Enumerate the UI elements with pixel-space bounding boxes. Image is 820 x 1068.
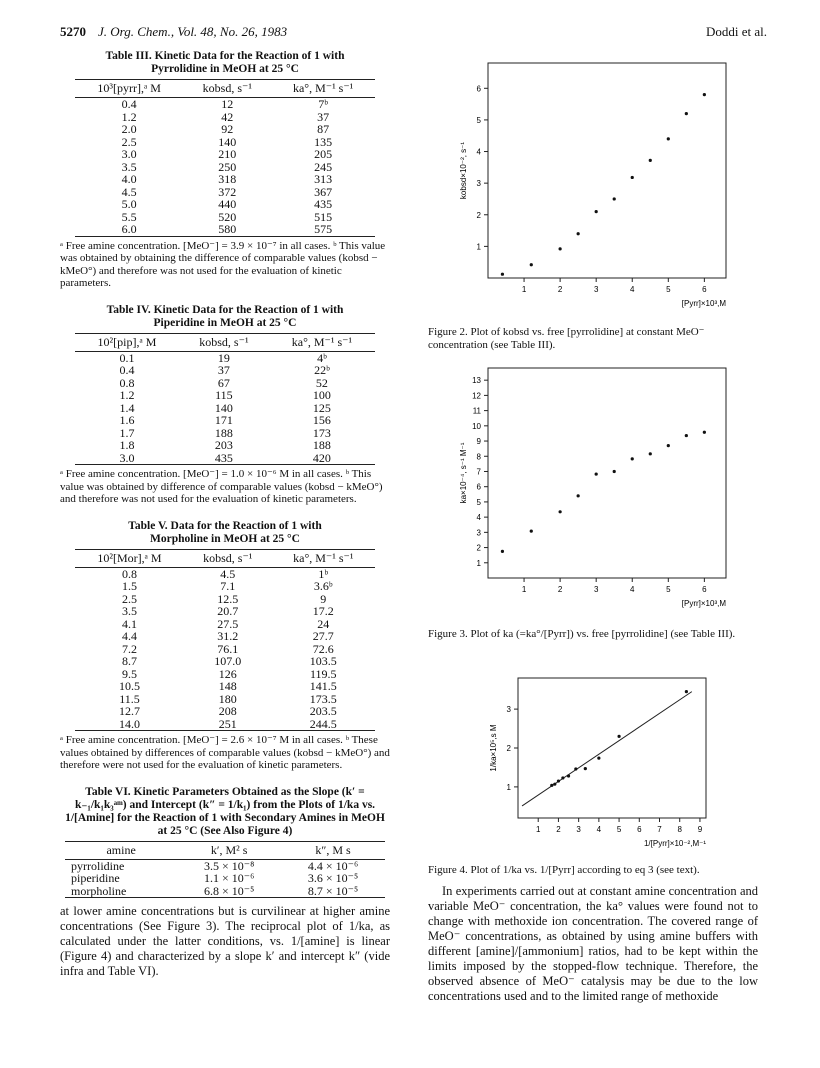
table3-caption: Table III. Kinetic Data for the Reaction of 1 with Pyrrolidine in MeOH at 25 °C bbox=[105, 50, 345, 75]
data-point bbox=[667, 137, 670, 140]
table-row bbox=[75, 680, 375, 693]
table-cell: 5.0 bbox=[121, 197, 137, 211]
x-tick-label: 4 bbox=[630, 285, 635, 294]
table-cell: 6.0 bbox=[75, 223, 183, 236]
table-cell: 420 bbox=[269, 452, 375, 465]
figure2-caption: Figure 2. Plot of kobsd vs. free [pyrrolidine] at constant MeO⁻ concentration (see Table III). bbox=[428, 326, 705, 351]
x-tick-label: 2 bbox=[557, 585, 563, 594]
table-cell: 22ᵇ bbox=[314, 363, 330, 377]
plot-frame bbox=[518, 678, 706, 818]
table4-footnote: ᵃ Free amine concentration. [MeO⁻] = 1.0 × 10⁻⁶ M in all cases. ᵇ This value was obtained by difference of comparable values (kobsd − kMeO°) and therefore was not used for the evaluation of kinetic parameters. bbox=[60, 468, 383, 505]
table-row bbox=[75, 148, 375, 161]
table-cell: 140 bbox=[218, 134, 237, 149]
data-point bbox=[685, 112, 688, 115]
table6-header: amine bbox=[65, 841, 177, 859]
data-point bbox=[613, 470, 616, 473]
table3 bbox=[60, 50, 390, 290]
y-tick-label: 7 bbox=[476, 467, 481, 477]
table-cell: 372 bbox=[218, 184, 237, 199]
table-cell: 318 bbox=[218, 172, 237, 186]
table-cell: 203.5 bbox=[309, 704, 337, 718]
data-point bbox=[649, 452, 652, 455]
table-cell: 6.8 × 10⁻⁵ bbox=[177, 885, 281, 898]
table-cell: 7.2 bbox=[121, 641, 137, 656]
table-cell: 2.0 bbox=[121, 122, 137, 136]
table-cell: 92 bbox=[221, 122, 234, 136]
table5-grid bbox=[75, 549, 375, 732]
table-cell: 250 bbox=[218, 159, 237, 174]
table-cell: 9.5 bbox=[121, 666, 137, 681]
table-cell: 20.7 bbox=[217, 604, 239, 618]
y-tick-label: 5 bbox=[476, 497, 481, 507]
table-cell: 4.5 bbox=[121, 184, 137, 199]
table-cell: 67 bbox=[217, 375, 230, 390]
table-cell: 37 bbox=[317, 109, 330, 124]
table-cell: 12 bbox=[221, 97, 234, 111]
table-cell: 0.4 bbox=[121, 97, 137, 111]
table4-header: 10²[pip],ᵃ M bbox=[75, 333, 179, 351]
table4-grid bbox=[75, 333, 375, 466]
data-point bbox=[613, 197, 616, 200]
table-cell: 1.4 bbox=[119, 400, 135, 415]
table-cell: 72.6 bbox=[312, 641, 334, 656]
table-cell: 141.5 bbox=[309, 679, 337, 693]
data-point bbox=[667, 444, 670, 447]
table-row bbox=[75, 630, 375, 643]
x-tick-label: 3 bbox=[593, 585, 599, 594]
table-cell: 156 bbox=[312, 413, 331, 427]
table-cell: 0.4 bbox=[119, 363, 135, 377]
table-cell: 3.6 × 10⁻⁵ bbox=[307, 871, 359, 885]
table6-header: k″, M s bbox=[281, 841, 385, 859]
table-cell: 7.1 bbox=[220, 579, 236, 593]
data-point bbox=[595, 210, 598, 213]
table4-caption: Table IV. Kinetic Data for the Reaction of 1 with Piperidine in MeOH at 25 °C bbox=[106, 303, 344, 329]
table-cell: 140 bbox=[214, 400, 233, 415]
table-cell: 4.5 bbox=[220, 566, 236, 581]
figure4-chart bbox=[470, 670, 720, 860]
table-cell: 87 bbox=[317, 122, 330, 136]
table-cell: 1.2 bbox=[119, 388, 135, 402]
table-cell: 12.7 bbox=[118, 704, 140, 718]
y-axis-label: 1/ka×10⁵,s M bbox=[489, 724, 498, 772]
x-tick-label: 3 bbox=[593, 285, 599, 294]
table6-body bbox=[65, 859, 385, 898]
table-cell: 37 bbox=[217, 363, 230, 377]
table-cell: 52 bbox=[315, 375, 328, 390]
data-point bbox=[561, 776, 564, 779]
table-cell: 1.1 × 10⁻⁶ bbox=[204, 871, 255, 885]
y-tick-label: 6 bbox=[476, 482, 481, 492]
table-cell: 203 bbox=[214, 438, 233, 452]
data-point bbox=[617, 735, 620, 738]
data-point bbox=[577, 494, 580, 497]
fit-line bbox=[522, 692, 692, 806]
journal-title: J. Org. Chem., Vol. 48, No. 26, 1983 bbox=[98, 24, 288, 39]
x-tick-label: 6 bbox=[702, 285, 707, 294]
table4 bbox=[60, 304, 390, 506]
table-cell: 188 bbox=[312, 438, 331, 452]
x-axis-label: 1/[Pyrr]×10⁻²,M⁻¹ bbox=[643, 839, 706, 848]
table4-header: kobsd, s⁻¹ bbox=[179, 333, 269, 351]
table-cell: pyrrolidine bbox=[71, 858, 125, 873]
data-point bbox=[501, 273, 504, 276]
running-authors: Doddi et al. bbox=[706, 24, 768, 39]
y-tick-label: 12 bbox=[472, 391, 481, 401]
table-cell: 313 bbox=[314, 172, 333, 186]
table3-body bbox=[75, 98, 375, 237]
table-cell: 4.4 bbox=[121, 629, 137, 643]
table-cell: 2.5 bbox=[121, 134, 137, 149]
figure4-caption: Figure 4. Plot of 1/ka vs. 1/[Pyrr] according to eq 3 (see text). bbox=[428, 864, 700, 876]
table-cell: 245 bbox=[314, 159, 333, 174]
plot-frame bbox=[488, 63, 726, 278]
data-point bbox=[631, 176, 634, 179]
table-row bbox=[75, 223, 375, 236]
figure3-caption: Figure 3. Plot of ka (=ka°/[Pyrr]) vs. free [pyrrolidine] (see Table III). bbox=[428, 628, 736, 640]
table-cell: 31.2 bbox=[217, 629, 239, 643]
table-cell: 8.7 × 10⁻⁵ bbox=[281, 885, 385, 898]
data-point bbox=[685, 690, 688, 693]
table-row bbox=[75, 98, 375, 111]
data-point bbox=[550, 784, 553, 787]
table-cell: 3.5 bbox=[121, 159, 137, 174]
table-cell: 17.2 bbox=[312, 604, 334, 618]
table-cell: 1.8 bbox=[119, 438, 135, 452]
table-cell: 188 bbox=[214, 425, 233, 440]
table-cell: 76.1 bbox=[217, 641, 239, 656]
x-tick-label: 5 bbox=[616, 825, 622, 834]
table-cell: 515 bbox=[314, 209, 333, 224]
figure3-chart bbox=[440, 360, 740, 620]
data-point bbox=[530, 530, 533, 533]
y-tick-label: 4 bbox=[476, 147, 481, 157]
table3-footnote: ᵃ Free amine concentration. [MeO⁻] = 3.9 × 10⁻⁷ in all cases. ᵇ This value was obtained by obtaining the difference of comparable values (kobsd − kMeO°) and therefore was not used for the evaluation of kinetic parameters. bbox=[60, 239, 386, 289]
x-axis-label: [Pyrr]×10³,M bbox=[681, 299, 726, 308]
body-paragraph-right: In experiments carried out at constant amine concentration and variable MeO⁻ concentration, the ka° values were found not to change with methoxide ion concentration. The covered range of MeO⁻ concentrations, as obtained by using amine buffers with different [amine]/[ammonium] ratios, had to be kept within the limits imposed by the stopped-flow technique. Therefore, the observed absence of MeO⁻ catalysis may be due to the low concentrations used and to the limited range of methoxide bbox=[428, 884, 758, 1003]
table3-header: ka°, M⁻¹ s⁻¹ bbox=[271, 80, 375, 98]
table-row bbox=[75, 389, 375, 402]
data-point bbox=[530, 263, 533, 266]
table-cell: 3.5 × 10⁻⁸ bbox=[204, 858, 255, 873]
body-paragraph-left: at lower amine concentrations but is curvilinear at higher amine concentrations (See Figure 3). The reciprocal plot of 1/ka, as calculated under the latter conditions, vs. 1/[amine] is linear (Figure 4) and characterized by a slope k′ and intercept k″ (vide infra and Table VI). bbox=[60, 904, 390, 978]
data-point bbox=[703, 93, 706, 96]
table-cell: 3.0 bbox=[75, 452, 179, 465]
table5-caption: Table V. Data for the Reaction of 1 with Morpholine in MeOH at 25 °C bbox=[128, 519, 322, 545]
x-tick-label: 2 bbox=[557, 285, 563, 294]
data-point bbox=[567, 774, 570, 777]
table5-body bbox=[75, 567, 375, 731]
table5 bbox=[60, 520, 390, 772]
y-tick-label: 9 bbox=[476, 437, 481, 447]
y-axis-label: kobsd×10⁻², s⁻¹ bbox=[459, 141, 468, 200]
data-point bbox=[649, 159, 652, 162]
table-cell: 107.0 bbox=[214, 654, 242, 668]
table-cell: 11.5 bbox=[119, 691, 140, 706]
table4-body bbox=[75, 351, 375, 465]
table-cell: 4.4 × 10⁻⁶ bbox=[307, 858, 359, 873]
plot-frame bbox=[488, 368, 726, 578]
y-tick-label: 6 bbox=[476, 84, 481, 94]
table-cell: 3.5 bbox=[121, 604, 137, 618]
table-row bbox=[75, 173, 375, 186]
table-cell: 4ᵇ bbox=[317, 350, 327, 365]
table4-header: ka°, M⁻¹ s⁻¹ bbox=[269, 333, 375, 351]
table-row bbox=[65, 885, 385, 898]
table5-header: ka°, M⁻¹ s⁻¹ bbox=[272, 549, 375, 567]
table-cell: 125 bbox=[312, 400, 331, 415]
left-column bbox=[60, 50, 390, 979]
table-cell: 103.5 bbox=[309, 654, 337, 668]
table5-footnote: ᵃ Free amine concentration. [MeO⁻] = 2.6 × 10⁻⁷ M in all cases. ᵇ These values obtained by differences of comparable values (kobsd − kMeO°) and therefore were not used for the evaluation of kinetic parameters. bbox=[60, 734, 390, 771]
data-point bbox=[577, 232, 580, 235]
table-cell: 0.8 bbox=[121, 566, 137, 581]
table-cell: 5.5 bbox=[121, 209, 137, 224]
table-cell: 126 bbox=[218, 666, 237, 681]
table-cell: 1.5 bbox=[121, 579, 137, 593]
table-row bbox=[75, 198, 375, 211]
table-row bbox=[75, 414, 375, 427]
x-tick-label: 6 bbox=[637, 825, 642, 834]
table6-grid bbox=[65, 841, 385, 899]
y-tick-label: 1 bbox=[506, 782, 511, 792]
table-cell: 1ᵇ bbox=[318, 566, 329, 581]
table-cell: 1.2 bbox=[121, 109, 137, 124]
table-cell: 148 bbox=[218, 679, 237, 693]
table-cell: 24 bbox=[317, 616, 330, 631]
y-tick-label: 3 bbox=[476, 179, 481, 189]
table-cell: 208 bbox=[218, 704, 237, 718]
data-point bbox=[595, 472, 598, 475]
data-point bbox=[685, 434, 688, 437]
table-row bbox=[75, 439, 375, 452]
table-cell: 100 bbox=[312, 388, 331, 402]
table-row bbox=[75, 718, 375, 731]
table-row bbox=[75, 705, 375, 718]
table3-grid bbox=[75, 79, 375, 237]
y-tick-label: 1 bbox=[476, 558, 481, 568]
y-tick-label: 1 bbox=[476, 242, 481, 252]
x-tick-label: 6 bbox=[702, 585, 707, 594]
table-row bbox=[75, 452, 375, 465]
table-cell: 210 bbox=[218, 147, 237, 161]
table-cell: 520 bbox=[218, 209, 237, 224]
table-cell: 10.5 bbox=[118, 679, 140, 693]
table-cell: 27.5 bbox=[217, 616, 239, 631]
table5-header: 10²[Mor],ᵃ M bbox=[75, 549, 184, 567]
y-tick-label: 11 bbox=[472, 406, 481, 416]
table-cell: 0.8 bbox=[119, 375, 135, 390]
y-tick-label: 3 bbox=[506, 705, 511, 715]
y-axis-label: ka×10⁻⁴, s⁻¹ M⁻¹ bbox=[459, 442, 468, 504]
x-tick-label: 1 bbox=[521, 285, 527, 294]
table-cell: 173.5 bbox=[309, 691, 337, 706]
data-point bbox=[597, 757, 600, 760]
table-cell: 173 bbox=[312, 425, 331, 440]
x-tick-label: 2 bbox=[556, 825, 561, 834]
table-cell: 0.1 bbox=[119, 350, 135, 365]
data-point bbox=[584, 767, 587, 770]
table-row bbox=[75, 655, 375, 668]
table-cell: 4.1 bbox=[121, 616, 137, 631]
x-tick-label: 5 bbox=[666, 285, 671, 294]
table-cell: 8.7 bbox=[121, 654, 137, 668]
table-cell: 440 bbox=[218, 197, 237, 211]
y-tick-label: 5 bbox=[476, 115, 481, 125]
table-cell: piperidine bbox=[71, 871, 120, 885]
table-cell: 205 bbox=[314, 147, 333, 161]
table-cell: 435 bbox=[179, 452, 269, 465]
table3-header: 10³[pyrr],ᵃ M bbox=[75, 80, 183, 98]
data-point bbox=[559, 247, 562, 250]
y-tick-label: 3 bbox=[476, 528, 481, 538]
table-cell: 180 bbox=[218, 691, 237, 706]
table6 bbox=[60, 786, 390, 899]
table-cell: 2.5 bbox=[121, 591, 137, 606]
table-cell: 135 bbox=[314, 134, 333, 149]
x-axis-label: [Pyrr]×10³,M bbox=[681, 599, 726, 608]
table-cell: 575 bbox=[271, 223, 375, 236]
table-cell: 12.5 bbox=[217, 591, 239, 606]
table-cell: 580 bbox=[183, 223, 271, 236]
table-cell: 171 bbox=[214, 413, 233, 427]
x-tick-label: 4 bbox=[630, 585, 635, 594]
table-row bbox=[75, 605, 375, 618]
table-cell: 4.0 bbox=[121, 172, 137, 186]
table5-header: kobsd, s⁻¹ bbox=[184, 549, 272, 567]
y-tick-label: 8 bbox=[476, 452, 481, 462]
table-cell: 42 bbox=[221, 109, 234, 124]
table-row bbox=[75, 123, 375, 136]
data-point bbox=[501, 550, 504, 553]
data-point bbox=[631, 457, 634, 460]
y-tick-label: 13 bbox=[472, 376, 481, 386]
x-tick-label: 9 bbox=[697, 825, 703, 834]
x-tick-label: 4 bbox=[596, 825, 602, 834]
x-tick-label: 1 bbox=[535, 825, 541, 834]
table-row bbox=[75, 580, 375, 593]
y-tick-label: 2 bbox=[476, 543, 481, 553]
table-cell: 251 bbox=[184, 718, 272, 731]
table-cell: 9 bbox=[320, 591, 327, 606]
y-tick-label: 2 bbox=[476, 210, 481, 220]
figure2-chart bbox=[440, 55, 740, 320]
x-tick-label: 7 bbox=[657, 825, 662, 834]
table-row bbox=[75, 364, 375, 377]
x-tick-label: 5 bbox=[666, 585, 671, 594]
table-cell: 367 bbox=[314, 184, 333, 199]
table3-header: kobsd, s⁻¹ bbox=[183, 80, 271, 98]
table-cell: 3.6ᵇ bbox=[313, 579, 333, 593]
x-tick-label: 3 bbox=[576, 825, 581, 834]
table-cell: morpholine bbox=[65, 885, 177, 898]
data-point bbox=[574, 767, 577, 770]
page-number: 5270 bbox=[60, 24, 86, 39]
table-cell: 119.5 bbox=[310, 666, 337, 681]
table-cell: 14.0 bbox=[75, 718, 184, 731]
data-point bbox=[703, 431, 706, 434]
data-point bbox=[559, 510, 562, 513]
table-cell: 19 bbox=[217, 350, 230, 365]
y-tick-label: 2 bbox=[506, 744, 511, 753]
data-point bbox=[553, 783, 556, 786]
table-cell: 244.5 bbox=[272, 718, 375, 731]
table-cell: 7ᵇ bbox=[318, 97, 328, 111]
table-cell: 3.0 bbox=[121, 147, 137, 161]
table-cell: 115 bbox=[215, 388, 233, 402]
table-cell: 27.7 bbox=[312, 629, 334, 643]
x-tick-label: 8 bbox=[677, 825, 682, 834]
table-cell: 1.6 bbox=[119, 413, 135, 427]
table6-header: k′, M² s bbox=[177, 841, 281, 859]
table-row bbox=[65, 872, 385, 885]
y-tick-label: 10 bbox=[472, 421, 481, 431]
table-cell: 435 bbox=[314, 197, 333, 211]
table-cell: 1.7 bbox=[119, 425, 135, 440]
table6-caption: Table VI. Kinetic Parameters Obtained as the Slope (k′ = k₋₁/k₁k₃ᵃᵐ) and Intercept (k″ = 1/k₁) from the Plots of 1/ka vs. 1/[Amine] for the Reaction of 1 with Secondary Amines in MeOH at 25 °C (See Also Figure 4) bbox=[65, 785, 385, 837]
y-tick-label: 4 bbox=[476, 513, 481, 523]
data-point bbox=[557, 779, 560, 782]
x-tick-label: 1 bbox=[521, 585, 527, 594]
